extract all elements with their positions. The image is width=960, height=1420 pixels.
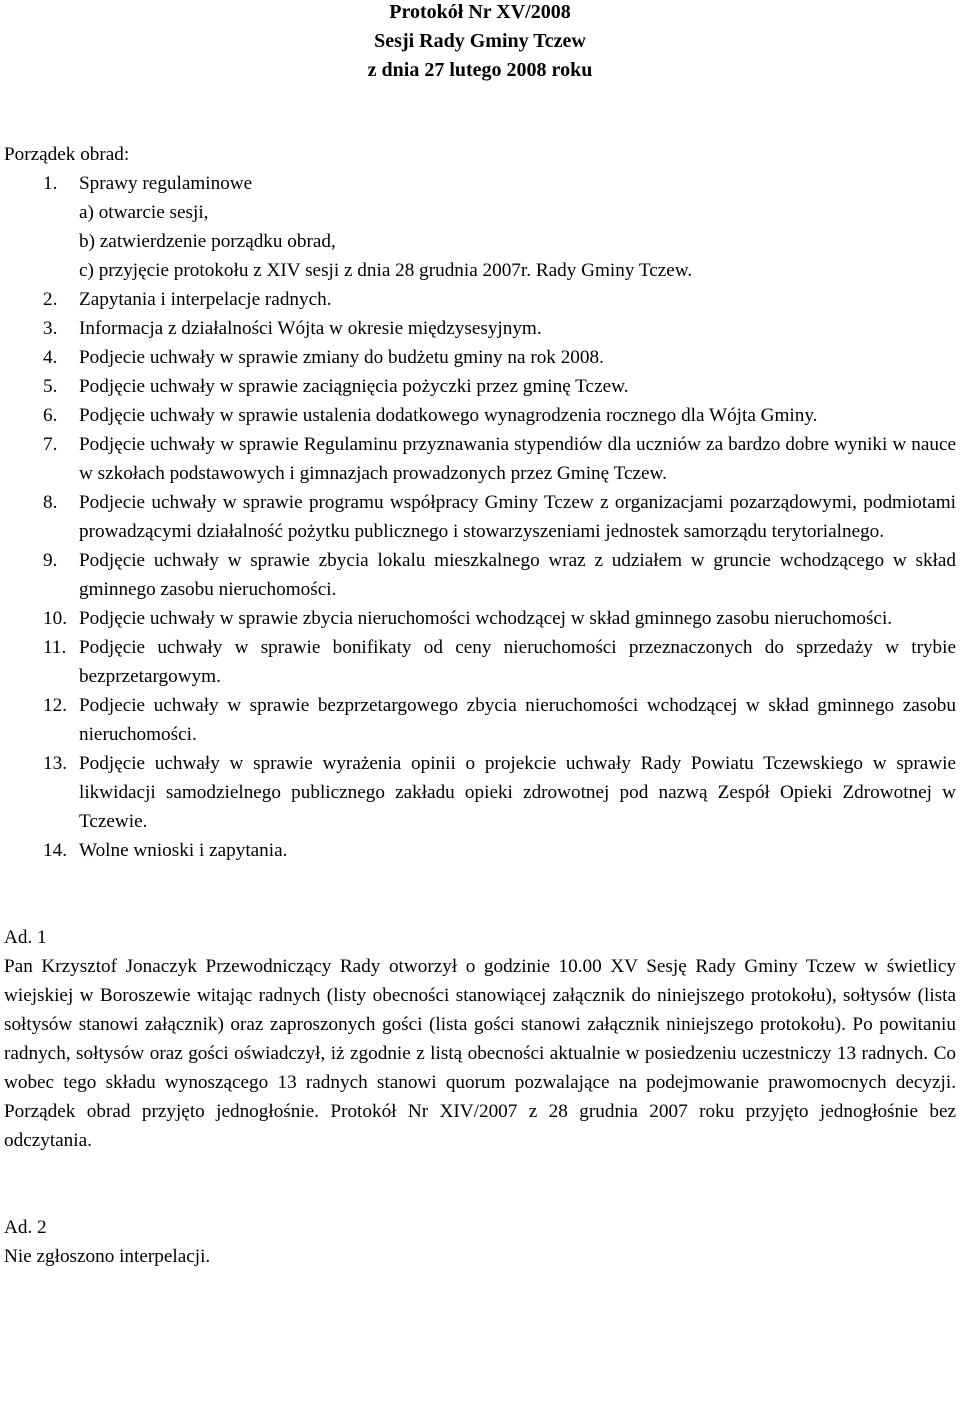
- agenda-item-text: Informacja z działalności Wójta w okresie międzysesyjnym.: [79, 318, 542, 339]
- agenda-item-number: 8.: [43, 492, 58, 513]
- agenda-item-1: [4, 169, 956, 198]
- agenda-item-text: Podjęcie uchwały w sprawie zbycia lokalu mieszkalnego wraz z udziałem w gruncie wchodzącego w skład gminnego zasobu nieruchomości.: [79, 550, 956, 600]
- section-heading: Ad. 1: [4, 927, 47, 948]
- agenda-item-text: Sprawy regulaminowe: [79, 173, 253, 194]
- agenda-list-continued: [4, 285, 956, 865]
- agenda-item-text: Podjecie uchwały w sprawie programu współpracy Gminy Tczew z organizacjami pozarządowymi, podmiotami prowadzącymi działalność pożytku publicznego i stowarzyszeniami jednostek samorządu terytorialnego.: [79, 492, 956, 542]
- agenda-item-text: Wolne wnioski i zapytania.: [79, 840, 288, 861]
- agenda-item-4: [4, 343, 956, 372]
- section-body: Nie zgłoszono interpelacji.: [4, 1246, 211, 1267]
- agenda-item-7: [4, 430, 956, 488]
- section-heading: Ad. 2: [4, 1217, 47, 1238]
- agenda-item-3: [4, 314, 956, 343]
- document-page: [4, 0, 956, 1271]
- agenda-item-number: 5.: [43, 376, 58, 397]
- agenda-item-6: [4, 401, 956, 430]
- agenda-item-number: 6.: [43, 405, 58, 426]
- agenda-item-number: 1.: [43, 173, 58, 194]
- agenda-item-number: 14.: [43, 840, 67, 861]
- agenda-item-number: 11.: [43, 637, 67, 658]
- agenda-sublist: [4, 198, 956, 285]
- agenda-item-number: 7.: [43, 434, 58, 455]
- section-ad-2: [4, 1213, 956, 1271]
- document-header: [4, 0, 956, 85]
- agenda-subitem-c: c) przyjęcie protokołu z XIV sesji z dnia 28 grudnia 2007r. Rady Gminy Tczew.: [79, 260, 693, 281]
- agenda-subitem-b: b) zatwierdzenie porządku obrad,: [79, 231, 336, 252]
- agenda-item-text: Podjęcie uchwały w sprawie zaciągnięcia pożyczki przez gminę Tczew.: [79, 376, 629, 397]
- agenda-item-text: Podjęcie uchwały w sprawie Regulaminu przyznawania stypendiów dla uczniów za bardzo dobre wyniki w nauce w szkołach podstawowych i gimnazjach prowadzonych przez Gminę Tczew.: [79, 434, 956, 484]
- agenda-item-text: Zapytania i interpelacje radnych.: [79, 289, 332, 310]
- agenda-item-9: [4, 546, 956, 604]
- agenda-item-10: [4, 604, 956, 633]
- section-ad-1: [4, 923, 956, 1155]
- agenda-item-number: 4.: [43, 347, 58, 368]
- agenda-item-number: 2.: [43, 289, 58, 310]
- agenda-item-text: Podjęcie uchwały w sprawie ustalenia dodatkowego wynagrodzenia rocznego dla Wójta Gminy.: [79, 405, 818, 426]
- document-subtitle: Sesji Rady Gminy Tczew: [374, 30, 586, 52]
- agenda-item-2: [4, 285, 956, 314]
- agenda-list: [4, 169, 956, 198]
- agenda-item-8: [4, 488, 956, 546]
- agenda-item-text: Podjecie uchwały w sprawie zmiany do budżetu gminy na rok 2008.: [79, 347, 604, 368]
- agenda-item-number: 13.: [43, 753, 67, 774]
- agenda-item-13: [4, 749, 956, 836]
- agenda-item-number: 10.: [43, 608, 67, 629]
- agenda-item-number: 12.: [43, 695, 67, 716]
- agenda-item-text: Podjęcie uchwały w sprawie zbycia nieruchomości wchodzącej w skład gminnego zasobu nieruchomości.: [79, 608, 893, 629]
- document-title: Protokół Nr XV/2008: [389, 1, 571, 23]
- agenda-subitem-a: a) otwarcie sesji,: [79, 202, 209, 223]
- agenda-item-text: Podjęcie uchwały w sprawie bonifikaty od ceny nieruchomości przeznaczonych do sprzedaży w trybie bezprzetargowym.: [79, 637, 956, 687]
- agenda-item-text: Podjęcie uchwały w sprawie wyrażenia opinii o projekcie uchwały Rady Powiatu Tczewskiego w sprawie likwidacji samodzielnego publicznego zakładu opieki zdrowotnej pod nazwą Zespół Opieki Zdrowotnej w Tczewie.: [79, 753, 956, 832]
- agenda-item-text: Podjecie uchwały w sprawie bezprzetargowego zbycia nieruchomości wchodzącej w skład gminnego zasobu nieruchomości.: [79, 695, 956, 745]
- section-body: Pan Krzysztof Jonaczyk Przewodniczący Rady otworzył o godzinie 10.00 XV Sesję Rady Gminy Tczew w świetlicy wiejskiej w Boroszewie witając radnych (listy obecności stanowiącej załącznik do niniejszego protokołu), sołtysów (lista sołtysów stanowi załącznik) oraz zaproszonych gości (lista gości stanowi załącznik niniejszego protokołu). Po powitaniu radnych, sołtysów oraz gości oświadczył, iż zgodnie z listą obecności aktualnie w posiedzeniu uczestniczy 13 radnych. Co wobec tego składu wynoszącego 13 radnych stanowi quorum pozwalające na podejmowanie prawomocnych decyzji. Porządek obrad przyjęto jednogłośnie. Protokół Nr XIV/2007 z 28 grudnia 2007 roku przyjęto jednogłośnie bez odczytania.: [4, 956, 956, 1151]
- agenda-item-11: [4, 633, 956, 691]
- agenda-title: Porządek obrad:: [4, 144, 130, 165]
- agenda-item-5: [4, 372, 956, 401]
- agenda-item-number: 3.: [43, 318, 58, 339]
- agenda-item-number: 9.: [43, 550, 58, 571]
- document-date: z dnia 27 lutego 2008 roku: [367, 59, 593, 81]
- agenda-item-14: [4, 836, 956, 865]
- agenda-item-12: [4, 691, 956, 749]
